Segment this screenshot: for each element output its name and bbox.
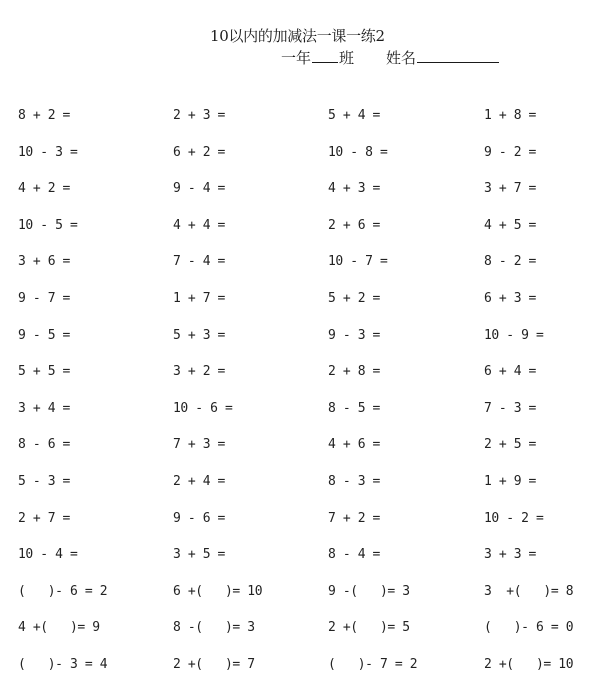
math-problem: 2 +( )= 7 bbox=[173, 657, 255, 672]
math-problem: 5 + 5 = bbox=[18, 364, 70, 379]
math-problem: 8 - 2 = bbox=[484, 254, 536, 269]
math-problem: 9 -( )= 3 bbox=[328, 584, 410, 599]
math-problem: 10 - 6 = bbox=[173, 401, 233, 416]
math-problem: 5 + 2 = bbox=[328, 291, 380, 306]
math-problem: 9 - 3 = bbox=[328, 328, 380, 343]
math-problem: 2 + 4 = bbox=[173, 474, 225, 489]
math-problem: 2 + 8 = bbox=[328, 364, 380, 379]
math-problem: 3 + 5 = bbox=[173, 547, 225, 562]
name-label: 姓名 bbox=[386, 49, 417, 67]
math-problem: 6 + 4 = bbox=[484, 364, 536, 379]
math-problem: 10 - 3 = bbox=[18, 145, 78, 160]
math-problem: 9 - 2 = bbox=[484, 145, 536, 160]
math-problem: 3 + 7 = bbox=[484, 181, 536, 196]
math-problem: 8 - 6 = bbox=[18, 437, 70, 452]
math-problem: 4 + 3 = bbox=[328, 181, 380, 196]
math-problem: 10 - 8 = bbox=[328, 145, 388, 160]
math-problem: 10 - 5 = bbox=[18, 218, 78, 233]
math-problem: 4 + 6 = bbox=[328, 437, 380, 452]
math-problem: 5 - 3 = bbox=[18, 474, 70, 489]
math-problem: 3 +( )= 8 bbox=[484, 584, 574, 599]
math-problem: 8 - 5 = bbox=[328, 401, 380, 416]
math-problem: 1 + 8 = bbox=[484, 108, 536, 123]
class-label: 班 bbox=[339, 49, 355, 67]
math-problem: 3 + 4 = bbox=[18, 401, 70, 416]
math-problem: 9 - 7 = bbox=[18, 291, 70, 306]
math-problem: 2 + 6 = bbox=[328, 218, 380, 233]
math-problem: 8 - 3 = bbox=[328, 474, 380, 489]
math-problem: 2 + 5 = bbox=[484, 437, 536, 452]
math-problem: 4 + 5 = bbox=[484, 218, 536, 233]
math-problem: 4 + 2 = bbox=[18, 181, 70, 196]
math-problem: 1 + 7 = bbox=[173, 291, 225, 306]
math-problem: 5 + 4 = bbox=[328, 108, 380, 123]
math-problem: 3 + 2 = bbox=[173, 364, 225, 379]
math-problem: 3 + 6 = bbox=[18, 254, 70, 269]
math-problem: 10 - 7 = bbox=[328, 254, 388, 269]
math-problem: 3 + 3 = bbox=[484, 547, 536, 562]
math-problem: 2 +( )= 10 bbox=[484, 657, 574, 672]
math-problem: 9 - 6 = bbox=[173, 511, 225, 526]
math-problem: 2 +( )= 5 bbox=[328, 620, 410, 635]
math-problem: ( )- 6 = 2 bbox=[18, 584, 108, 599]
math-problem: 2 + 7 = bbox=[18, 511, 70, 526]
math-problem: ( )- 6 = 0 bbox=[484, 620, 574, 635]
math-problem: 8 -( )= 3 bbox=[173, 620, 255, 635]
math-problem: 6 + 3 = bbox=[484, 291, 536, 306]
math-problem: ( )- 7 = 2 bbox=[328, 657, 418, 672]
math-problem: 8 - 4 = bbox=[328, 547, 380, 562]
grade-label: 一年 bbox=[281, 49, 312, 67]
math-problem: 9 - 4 = bbox=[173, 181, 225, 196]
math-problem: 7 - 3 = bbox=[484, 401, 536, 416]
worksheet-title: 10以内的加减法一课一练2 bbox=[210, 27, 385, 45]
math-problem: 6 +( )= 10 bbox=[173, 584, 263, 599]
math-problem: 7 + 3 = bbox=[173, 437, 225, 452]
math-problem: 7 + 2 = bbox=[328, 511, 380, 526]
math-problem: ( )- 3 = 4 bbox=[18, 657, 108, 672]
math-problem: 1 + 9 = bbox=[484, 474, 536, 489]
math-problem: 10 - 4 = bbox=[18, 547, 78, 562]
math-problem: 5 + 3 = bbox=[173, 328, 225, 343]
math-problem: 4 +( )= 9 bbox=[18, 620, 100, 635]
math-problem: 10 - 2 = bbox=[484, 511, 544, 526]
math-problem: 9 - 5 = bbox=[18, 328, 70, 343]
math-problem: 10 - 9 = bbox=[484, 328, 544, 343]
math-problem: 4 + 4 = bbox=[173, 218, 225, 233]
math-problem: 8 + 2 = bbox=[18, 108, 70, 123]
math-problem: 6 + 2 = bbox=[173, 145, 225, 160]
math-problem: 2 + 3 = bbox=[173, 108, 225, 123]
math-problem: 7 - 4 = bbox=[173, 254, 225, 269]
